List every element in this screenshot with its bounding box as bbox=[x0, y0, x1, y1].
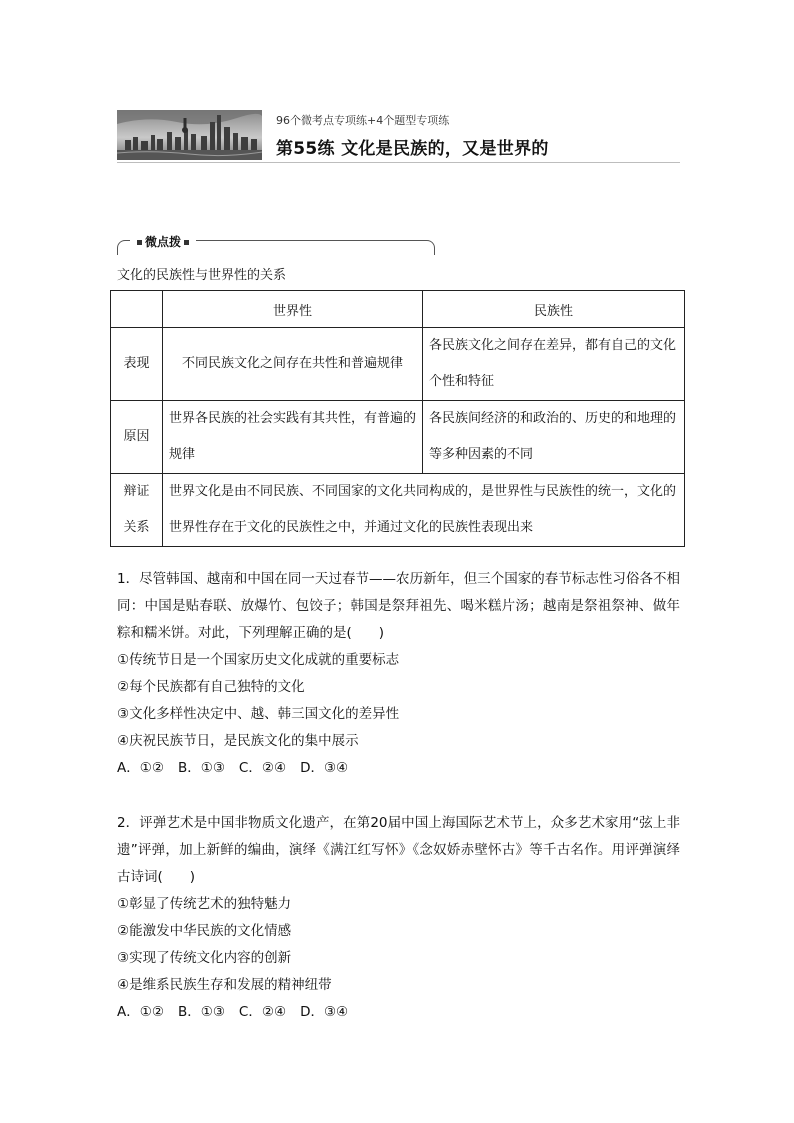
statement-item: ④庆祝民族节日，是民族文化的集中展示 bbox=[117, 733, 359, 749]
header-divider bbox=[117, 162, 680, 163]
statement-item: ④是维系民族生存和发展的精神纽带 bbox=[117, 977, 332, 993]
table-cell: 不同民族文化之间存在共性和普遍规律 bbox=[163, 328, 423, 401]
tip-label-text: 微点拨 bbox=[145, 235, 182, 249]
answer-choices bbox=[117, 999, 680, 1026]
tip-intro: 文化的民族性与世界性的关系 bbox=[117, 268, 287, 283]
statement-item: ②每个民族都有自己独特的文化 bbox=[117, 679, 305, 695]
table-row bbox=[111, 474, 685, 547]
tip-label bbox=[130, 233, 196, 250]
choice-b[interactable]: B．①③ bbox=[177, 760, 225, 776]
table-header-cell bbox=[111, 291, 163, 328]
choice-c[interactable]: C．②④ bbox=[238, 1004, 287, 1020]
statement-item: ②能激发中华民族的文化情感 bbox=[117, 923, 292, 939]
table-header-cell: 世界性 bbox=[163, 291, 423, 328]
question-stem: 1．尽管韩国、越南和中国在同一天过春节——农历新年，但三个国家的春节标志性习俗各不相同：中国是贴春联、放爆竹、包饺子；韩国是祭拜祖先、喝米糕片汤；越南是祭祖祭神、做年粽和糯米饼。对此，下列理解正确的是( ) bbox=[117, 571, 680, 641]
table-header-row bbox=[111, 291, 685, 328]
choice-c[interactable]: C．②④ bbox=[238, 760, 287, 776]
row-head-cell: 表现 bbox=[111, 328, 163, 401]
table-cell: 世界各民族的社会实践有其共性，有普遍的规律 bbox=[163, 401, 423, 474]
row-head-cell bbox=[111, 474, 163, 547]
table-row bbox=[111, 401, 685, 474]
question-1 bbox=[117, 566, 680, 782]
square-bullet-icon bbox=[137, 240, 142, 245]
table-merged-cell: 世界文化是由不同民族、不同国家的文化共同构成的，是世界性与民族性的统一，文化的世界性存在于文化的民族性之中，并通过文化的民族性表现出来 bbox=[163, 474, 685, 547]
table-cell: 各民族间经济的和政治的、历史的和地理的等多种因素的不同 bbox=[423, 401, 685, 474]
statement-item: ①彰显了传统艺术的独特魅力 bbox=[117, 896, 292, 912]
table-cell: 各民族文化之间存在差异，都有自己的文化个性和特征 bbox=[423, 328, 685, 401]
header-cityscape-image bbox=[117, 110, 262, 160]
table-header-cell: 民族性 bbox=[423, 291, 685, 328]
choice-d[interactable]: D．③④ bbox=[300, 1004, 349, 1020]
row-head-cell: 原因 bbox=[111, 401, 163, 474]
row-head-line: 辩证 bbox=[123, 484, 150, 499]
square-bullet-icon bbox=[184, 240, 189, 245]
relation-table bbox=[110, 290, 685, 547]
choice-d[interactable]: D．③④ bbox=[300, 760, 349, 776]
header-subtitle: 96个微考点专项练+4个题型专项练 bbox=[276, 114, 450, 127]
statement-item: ③文化多样性决定中、越、韩三国文化的差异性 bbox=[117, 706, 400, 722]
choice-b[interactable]: B．①③ bbox=[177, 1004, 225, 1020]
question-stem: 2．评弹艺术是中国非物质文化遗产，在第20届中国上海国际艺术节上，众多艺术家用“弦上非遗”评弹，加上新鲜的编曲，演绎《满江红写怀》《念奴娇赤壁怀古》等千古名作。用评弹演绎古诗词( ) bbox=[117, 815, 680, 885]
statement-item: ③实现了传统文化内容的创新 bbox=[117, 950, 292, 966]
statement-item: ①传统节日是一个国家历史文化成就的重要标志 bbox=[117, 652, 400, 668]
page-title: 第55练 文化是民族的，又是世界的 bbox=[276, 139, 549, 159]
row-head-line: 关系 bbox=[123, 520, 150, 535]
answer-choices bbox=[117, 755, 680, 782]
choice-a[interactable]: A．①② bbox=[117, 760, 164, 776]
question-2 bbox=[117, 810, 680, 1026]
table-row bbox=[111, 328, 685, 401]
choice-a[interactable]: A．①② bbox=[117, 1004, 164, 1020]
